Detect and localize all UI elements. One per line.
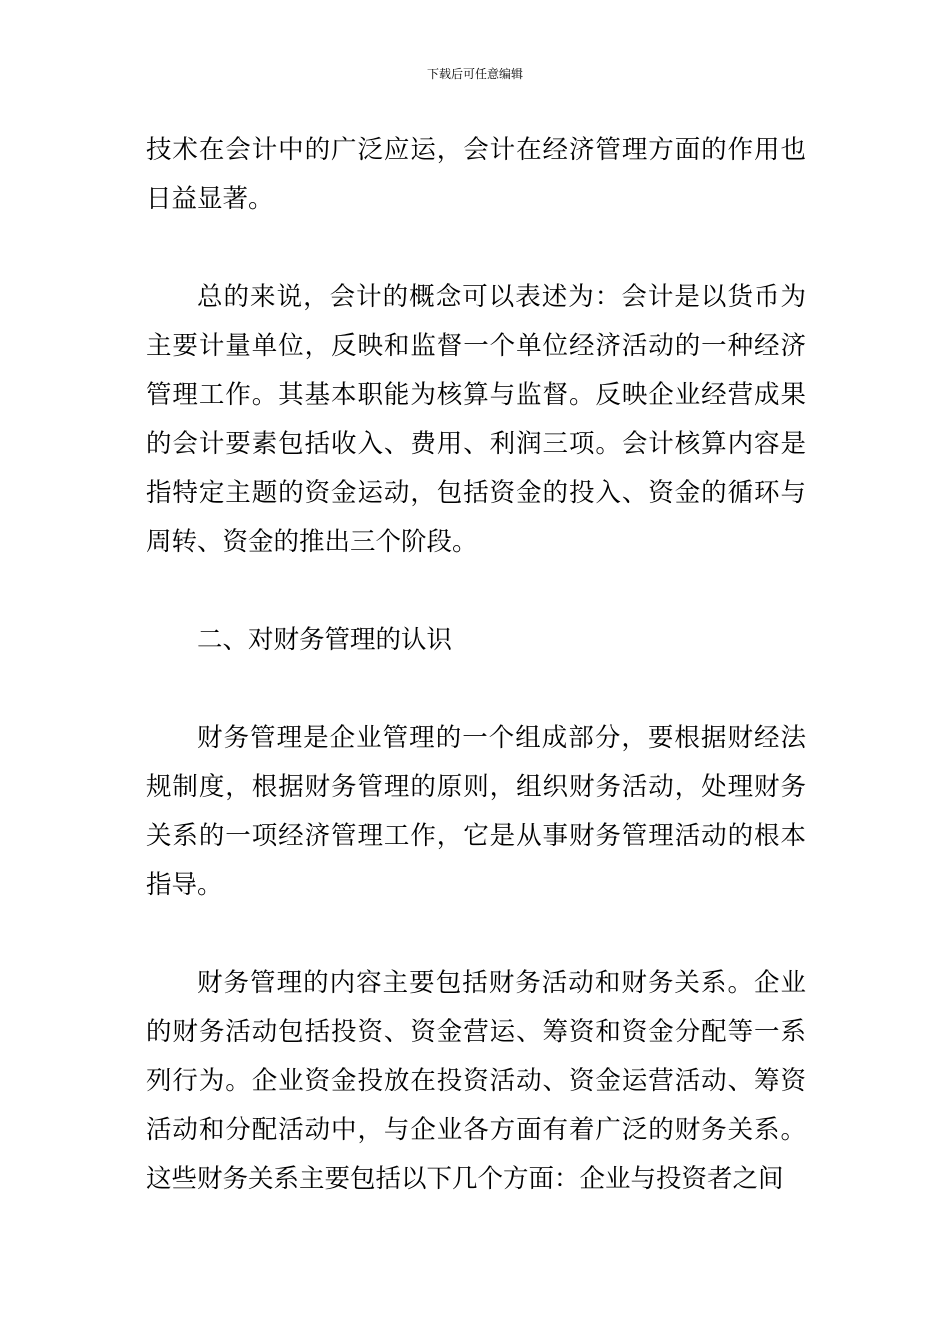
paragraph-financial-management-definition: 财务管理是企业管理的一个组成部分，要根据财经法规制度，根据财务管理的原则，组织财务活动，处理财务关系的一项经济管理工作，它是从事财务管理活动的根本指导。 (146, 723, 806, 900)
paragraph-gap (146, 665, 806, 714)
paragraph-gap (146, 567, 806, 616)
paragraph-accounting-concept: 总的来说，会计的概念可以表述为：会计是以货币为主要计量单位，反映和监督一个单位经济活动的一种经济管理工作。其基本职能为核算与监督。反映企业经营成果的会计要素包括收入、费用、利润三项。会计核算内容是指特定主题的资金运动，包括资金的投入、资金的循环与周转、资金的推出三个阶段。 (146, 282, 806, 557)
document-body (146, 126, 806, 1204)
section-heading: 二、对财务管理的认识 (197, 625, 453, 655)
header-note: 下载后可任意编辑 (426, 67, 523, 81)
paragraph-financial-management-content: 财务管理的内容主要包括财务活动和财务关系。企业的财务活动包括投资、资金营运、筹资和资金分配等一系列行为。企业资金投放在投资活动、资金运营活动、筹资活动和分配活动中，与企业各方面有着广泛的财务关系。这些财务关系主要包括以下几个方面：企业与投资者之间 (146, 968, 806, 1194)
paragraph-gap (146, 224, 806, 273)
paragraph-gap (146, 910, 806, 959)
paragraph-continuation: 技术在会计中的广泛应运，会计在经济管理方面的作用也日益显著。 (146, 135, 806, 214)
